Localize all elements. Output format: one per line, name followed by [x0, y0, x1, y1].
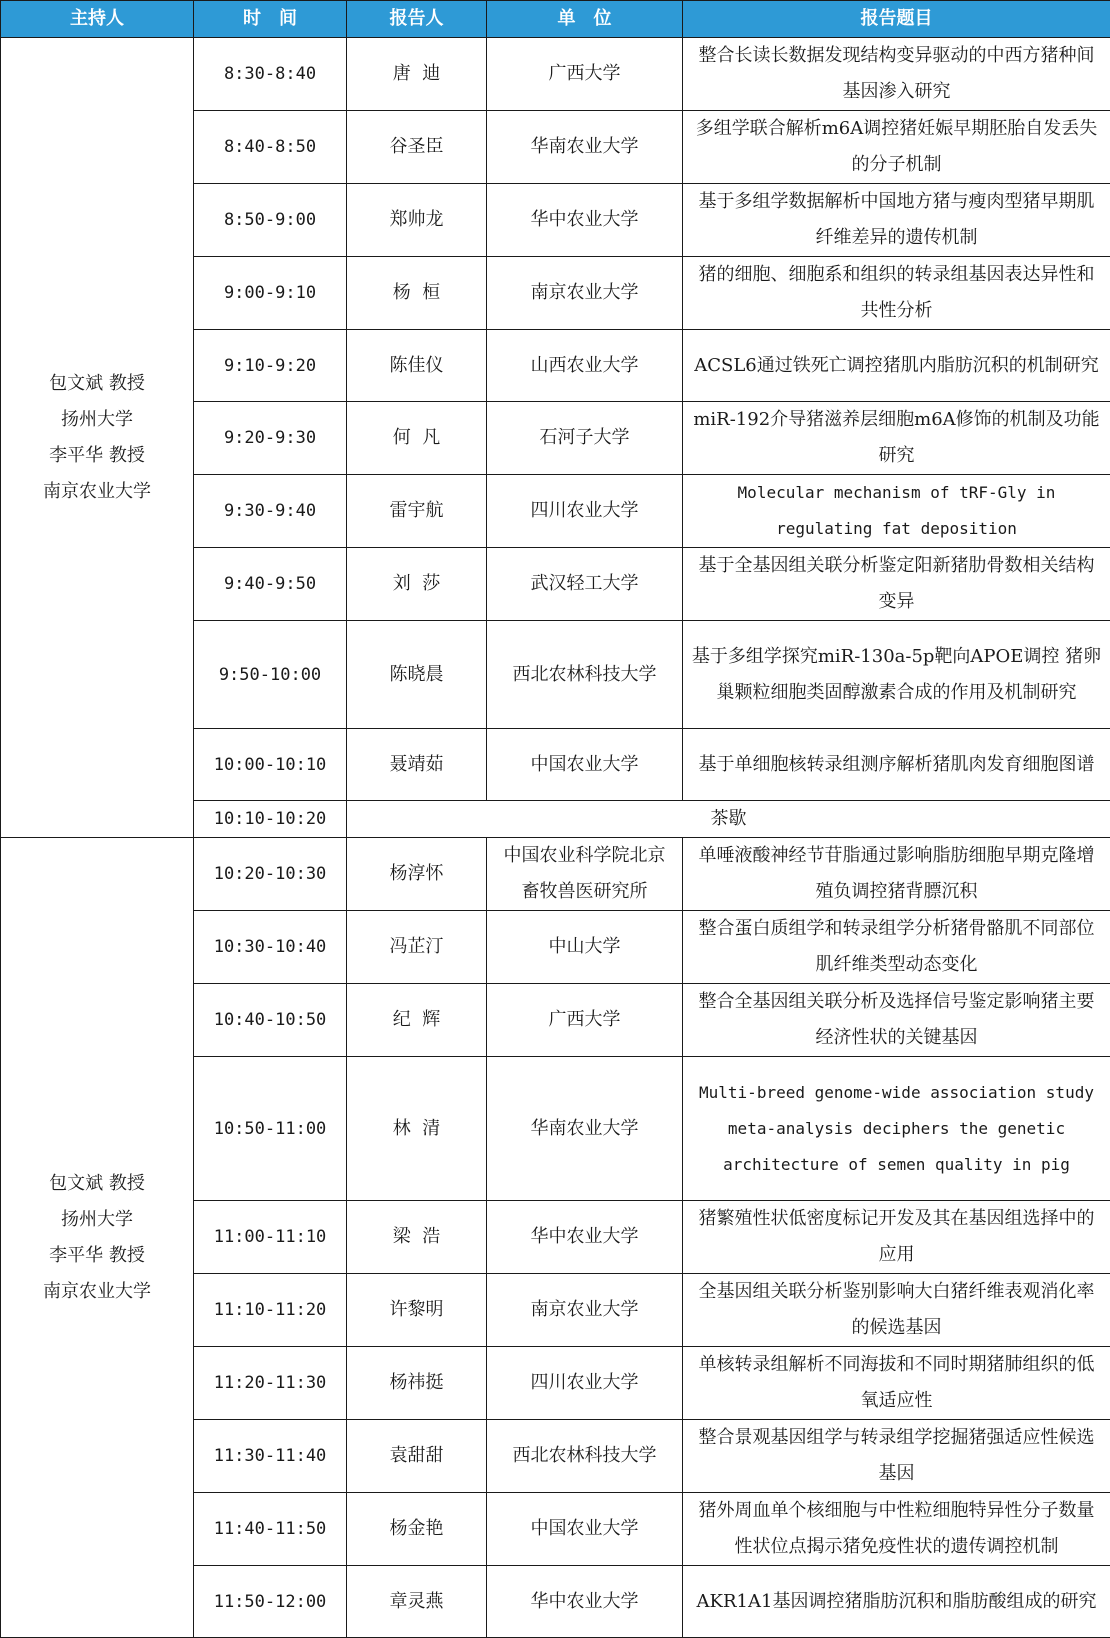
talk-title: 整合蛋白质组学和转录组学分析猪骨骼肌不同部位肌纤维类型动态变化 — [683, 911, 1110, 984]
talk-title: 整合长读长数据发现结构变异驱动的中西方猪种间基因渗入研究 — [683, 38, 1110, 111]
talk-title: 猪繁殖性状低密度标记开发及其在基因组选择中的应用 — [683, 1201, 1110, 1274]
talk-unit: 武汉轻工大学 — [487, 548, 683, 621]
talk-speaker: 冯芷汀 — [347, 911, 487, 984]
talk-unit: 四川农业大学 — [487, 1347, 683, 1420]
table-row — [1, 38, 1110, 111]
talk-title: miR-192介导猪滋养层细胞m6A修饰的机制及功能研究 — [683, 402, 1110, 475]
talk-speaker: 唐 迪 — [347, 38, 487, 111]
talk-time: 10:20-10:30 — [194, 838, 347, 911]
host-line: 李平华 教授 — [9, 438, 185, 474]
talk-unit: 中山大学 — [487, 911, 683, 984]
talk-speaker: 杨 桓 — [347, 257, 487, 330]
header-host: 主持人 — [1, 1, 194, 38]
talk-time: 9:40-9:50 — [194, 548, 347, 621]
talk-time: 11:30-11:40 — [194, 1420, 347, 1493]
schedule-body — [1, 38, 1110, 1638]
talk-speaker: 刘 莎 — [347, 548, 487, 621]
break-time: 10:10-10:20 — [194, 801, 347, 838]
talk-time: 10:00-10:10 — [194, 729, 347, 801]
talk-time: 10:40-10:50 — [194, 984, 347, 1057]
host-line: 李平华 教授 — [9, 1238, 185, 1274]
talk-speaker: 杨金艳 — [347, 1493, 487, 1566]
host-line: 包文斌 教授 — [9, 366, 185, 402]
talk-speaker: 郑帅龙 — [347, 184, 487, 257]
talk-unit: 中国农业大学 — [487, 729, 683, 801]
talk-time: 11:40-11:50 — [194, 1493, 347, 1566]
talk-time: 9:30-9:40 — [194, 475, 347, 548]
talk-speaker: 杨祎挺 — [347, 1347, 487, 1420]
talk-title: 多组学联合解析m6A调控猪妊娠早期胚胎自发丢失的分子机制 — [683, 111, 1110, 184]
break-label: 茶歇 — [347, 801, 1110, 838]
host-line: 扬州大学 — [9, 1202, 185, 1238]
talk-time: 8:30-8:40 — [194, 38, 347, 111]
talk-speaker: 陈晓晨 — [347, 621, 487, 729]
talk-unit: 四川农业大学 — [487, 475, 683, 548]
talk-unit: 中国农业科学院北京畜牧兽医研究所 — [487, 838, 683, 911]
talk-title: 基于多组学数据解析中国地方猪与瘦肉型猪早期肌纤维差异的遗传机制 — [683, 184, 1110, 257]
talk-speaker: 何 凡 — [347, 402, 487, 475]
talk-time: 11:20-11:30 — [194, 1347, 347, 1420]
talk-speaker: 聂靖茹 — [347, 729, 487, 801]
header-unit: 单 位 — [487, 1, 683, 38]
talk-speaker: 雷宇航 — [347, 475, 487, 548]
talk-title: AKR1A1基因调控猪脂肪沉积和脂肪酸组成的研究 — [683, 1566, 1110, 1638]
host-line: 扬州大学 — [9, 402, 185, 438]
talk-title: 单核转录组解析不同海拔和不同时期猪肺组织的低氧适应性 — [683, 1347, 1110, 1420]
talk-speaker: 许黎明 — [347, 1274, 487, 1347]
talk-title: 单唾液酸神经节苷脂通过影响脂肪细胞早期克隆增殖负调控猪背膘沉积 — [683, 838, 1110, 911]
talk-speaker: 陈佳仪 — [347, 330, 487, 402]
talk-title: 基于全基因组关联分析鉴定阳新猪肋骨数相关结构变异 — [683, 548, 1110, 621]
talk-title: 基于多组学探究miR-130a-5p靶向APOE调控 猪卵巢颗粒细胞类固醇激素合成的作用及机制研究 — [683, 621, 1110, 729]
talk-title: 全基因组关联分析鉴别影响大白猪纤维表观消化率的候选基因 — [683, 1274, 1110, 1347]
header-speaker: 报告人 — [347, 1, 487, 38]
talk-unit: 西北农林科技大学 — [487, 1420, 683, 1493]
table-row — [1, 838, 1110, 911]
talk-unit: 华中农业大学 — [487, 1201, 683, 1274]
talk-speaker: 林 清 — [347, 1057, 487, 1201]
host-cell — [1, 838, 194, 1638]
talk-time: 9:10-9:20 — [194, 330, 347, 402]
talk-time: 11:50-12:00 — [194, 1566, 347, 1638]
talk-speaker: 袁甜甜 — [347, 1420, 487, 1493]
talk-speaker: 杨淳怀 — [347, 838, 487, 911]
talk-time: 10:30-10:40 — [194, 911, 347, 984]
talk-time: 8:40-8:50 — [194, 111, 347, 184]
talk-time: 9:20-9:30 — [194, 402, 347, 475]
talk-title: Multi-breed genome-wide association study meta-analysis deciphers the genetic architecture of semen quality in pig — [683, 1057, 1110, 1201]
talk-unit: 石河子大学 — [487, 402, 683, 475]
talk-unit: 中国农业大学 — [487, 1493, 683, 1566]
talk-speaker: 梁 浩 — [347, 1201, 487, 1274]
talk-time: 8:50-9:00 — [194, 184, 347, 257]
talk-unit: 南京农业大学 — [487, 257, 683, 330]
talk-title: 整合景观基因组学与转录组学挖掘猪强适应性候选基因 — [683, 1420, 1110, 1493]
talk-title: 猪的细胞、细胞系和组织的转录组基因表达异性和共性分析 — [683, 257, 1110, 330]
talk-unit: 广西大学 — [487, 38, 683, 111]
header-row — [1, 1, 1110, 38]
talk-title: 猪外周血单个核细胞与中性粒细胞特异性分子数量性状位点揭示猪免疫性状的遗传调控机制 — [683, 1493, 1110, 1566]
host-cell — [1, 38, 194, 838]
talk-time: 9:00-9:10 — [194, 257, 347, 330]
talk-unit: 西北农林科技大学 — [487, 621, 683, 729]
talk-title: 整合全基因组关联分析及选择信号鉴定影响猪主要经济性状的关键基因 — [683, 984, 1110, 1057]
talk-speaker: 章灵燕 — [347, 1566, 487, 1638]
talk-title: ACSL6通过铁死亡调控猪肌内脂肪沉积的机制研究 — [683, 330, 1110, 402]
host-line: 南京农业大学 — [9, 474, 185, 510]
talk-speaker: 纪 辉 — [347, 984, 487, 1057]
talk-time: 10:50-11:00 — [194, 1057, 347, 1201]
talk-unit: 华南农业大学 — [487, 1057, 683, 1201]
host-line: 包文斌 教授 — [9, 1166, 185, 1202]
talk-time: 11:10-11:20 — [194, 1274, 347, 1347]
talk-unit: 华南农业大学 — [487, 111, 683, 184]
talk-unit: 华中农业大学 — [487, 1566, 683, 1638]
talk-speaker: 谷圣臣 — [347, 111, 487, 184]
talk-title: Molecular mechanism of tRF-Gly in regulating fat deposition — [683, 475, 1110, 548]
talk-unit: 华中农业大学 — [487, 184, 683, 257]
talk-unit: 广西大学 — [487, 984, 683, 1057]
talk-time: 9:50-10:00 — [194, 621, 347, 729]
header-time: 时 间 — [194, 1, 347, 38]
host-line: 南京农业大学 — [9, 1274, 185, 1310]
talk-title: 基于单细胞核转录组测序解析猪肌肉发育细胞图谱 — [683, 729, 1110, 801]
talk-unit: 南京农业大学 — [487, 1274, 683, 1347]
talk-time: 11:00-11:10 — [194, 1201, 347, 1274]
talk-unit: 山西农业大学 — [487, 330, 683, 402]
header-title: 报告题目 — [683, 1, 1110, 38]
